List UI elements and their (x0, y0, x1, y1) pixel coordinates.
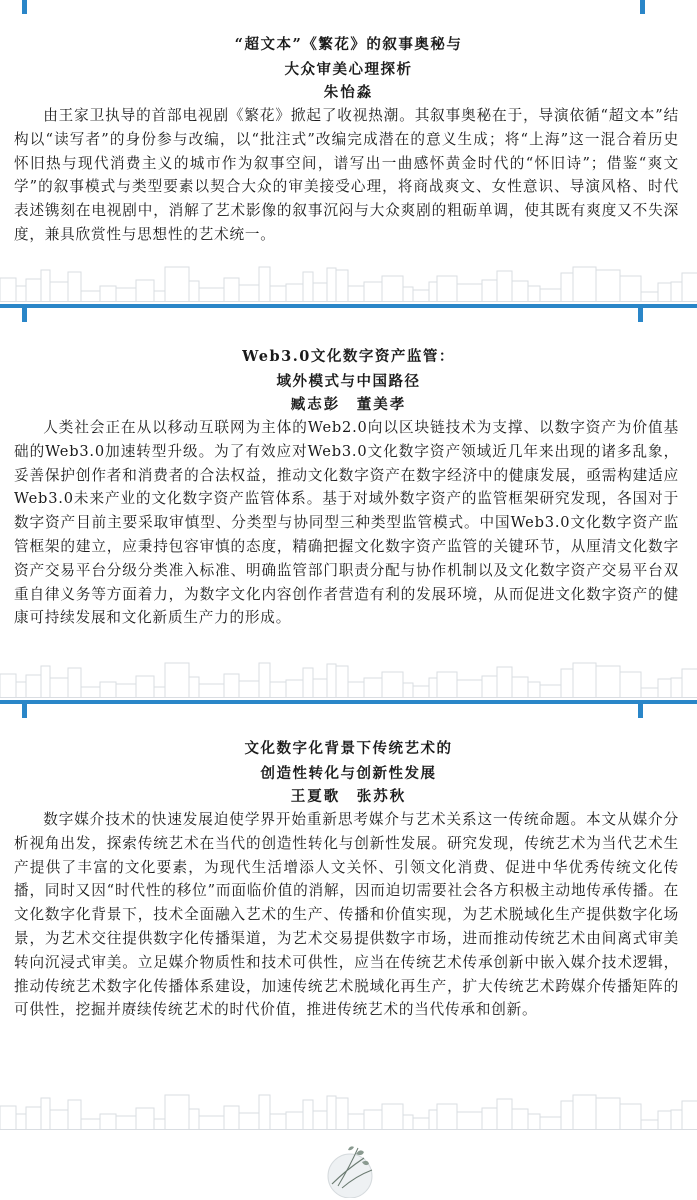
article-title: “超文本”《繁花》的叙事奥秘与 (234, 36, 463, 53)
article-2 (0, 344, 697, 630)
top-divider-tick-left (22, 0, 27, 14)
city-skyline-icon (0, 658, 697, 698)
article-title: 大众审美心理探析 (284, 61, 413, 78)
article-3 (0, 736, 697, 1022)
section-divider (0, 696, 697, 710)
orchid-ornament-icon (318, 1140, 382, 1198)
city-skyline-icon (0, 262, 697, 302)
article-title: 域外模式与中国路径 (276, 373, 421, 390)
article-authors: 王夏歌 张苏秋 (290, 788, 407, 805)
article-authors: 臧志彭 董美孝 (290, 396, 407, 413)
article-abstract: 数字媒介技术的快速发展迫使学界开始重新思考媒介与艺术关系这一传统命题。本文从媒介分析视角出发，探索传统艺术在当代的创造性转化与创新性发展。研究发现，传统艺术为当代艺术生产提供了丰富的文化要素，为现代生活增添人文关怀、引领文化消费、促进中华优秀传统文化传播，同时又因“时代性的移位”而面临价值的消解，因而迫切需要社会各方积极主动地传承传播。在文化数字化背景下，技术全面融入艺术的生产、传播和价值实现，为艺术脱域化生产提供数字化场景，为艺术交往提供数字化传播渠道，为艺术交易提供数字市场，进而推动传统艺术由间离式审美转向沉浸式审美。立足媒介物质性和技术可供性，应当在传统艺术传承创新中嵌入媒介技术逻辑，推动传统艺术数字化传播体系建设，加速传统艺术脱域化再生产，扩大传统艺术跨媒介传播矩阵的可供性，挖掘并赓续传统艺术的时代价值，推进传统艺术的当代传承和创新。 (14, 811, 679, 1019)
article-title: 创造性转化与创新性发展 (260, 765, 437, 782)
article-abstract: 人类社会正在从以移动互联网为主体的Web2.0向以区块链技术为支撑、以数字资产为价值基础的Web3.0加速转型升级。为了有效应对Web3.0文化数字资产领域近几年来出现的诸多乱象，妥善保护创作者和消费者的合法权益，推动文化数字资产在数字经济中的健康发展，亟需构建适应Web3.0未来产业的文化数字资产监管体系。基于对域外数字资产的监管框架研究发现，各国对于数字资产目前主要采取审慎型、分类型与协同型三种类型监管模式。中国Web3.0文化数字资产监管框架的建立，应秉持包容审慎的态度，精确把握文化数字资产监管的关键环节，从厘清文化数字资产交易平台分级分类准入标准、明确监管部门职责分配与协作机制以及文化数字资产交易平台双重自律义务等方面着力，为数字文化内容创作者营造有利的发展环境，从而促进文化数字资产的健康可持续发展和文化新质生产力的形成。 (14, 419, 679, 627)
section-divider (0, 300, 697, 314)
article-abstract: 由王家卫执导的首部电视剧《繁花》掀起了收视热潮。其叙事奥秘在于，导演依循“超文本”结构以“读写者”的身份参与改编，以“批注式”改编完成潜在的意义生成；将“上海”这一混合着历史怀旧热与现代消费主义的城市作为叙事空间，谱写出一曲感怀黄金时代的“怀旧诗”；借鉴“爽文学”的叙事模式与类型要素以契合大众的审美接受心理，将商战爽文、女性意识、导演风格、时代表述镌刻在电视剧中，消解了艺术影像的叙事沉闷与大众爽剧的粗砺单调，使其既有爽度又不失深度，兼具欣赏性与思想性的艺术统一。 (14, 107, 679, 243)
top-divider-tick-right (640, 0, 645, 14)
article-authors: 朱怡淼 (323, 84, 374, 101)
article-title: 文化数字化背景下传统艺术的 (244, 740, 453, 757)
city-skyline-icon (0, 1090, 697, 1130)
article-title: Web3.0文化数字资产监管： (242, 348, 455, 365)
article-1 (0, 32, 697, 247)
